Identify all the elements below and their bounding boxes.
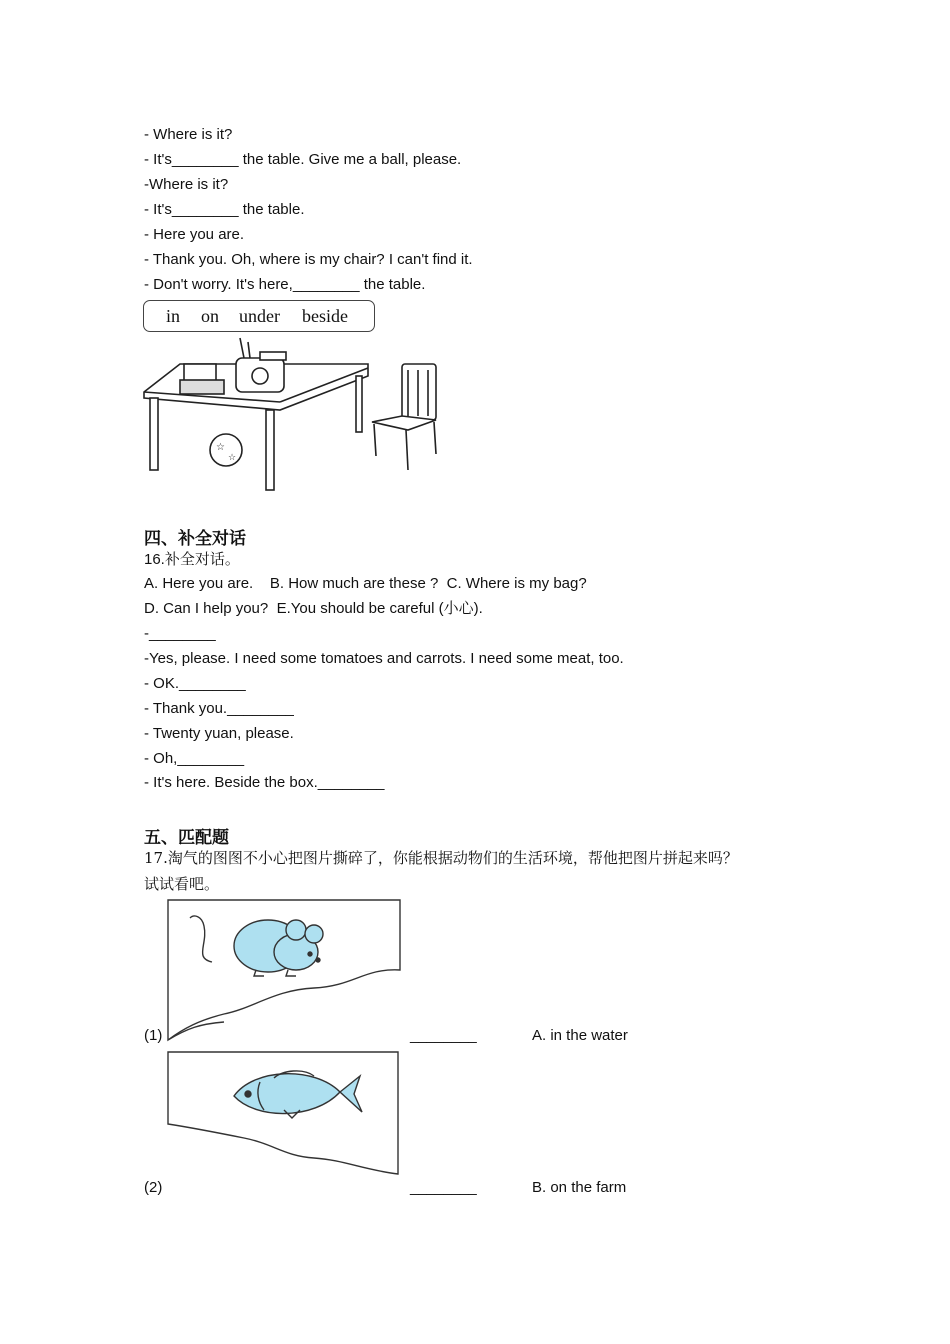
- question-text: 试试看吧。: [144, 875, 220, 893]
- dialogue-line: - Don't worry. It's here,________ the table.: [144, 276, 426, 293]
- dialogue-line: - Where is it?: [144, 126, 233, 143]
- svg-text:☆: ☆: [228, 452, 237, 462]
- word-bank: [143, 300, 375, 332]
- match-number: (1): [144, 1027, 163, 1044]
- word-bank-item: in: [166, 306, 181, 326]
- svg-text:☆: ☆: [216, 442, 225, 453]
- dialogue-line: - Twenty yuan, please.: [144, 725, 294, 742]
- dialogue-line: - It's________ the table.: [144, 201, 305, 218]
- match-option: B. on the farm: [532, 1179, 627, 1196]
- dialogue-line: - It's________ the table. Give me a ball, please.: [144, 151, 462, 168]
- word-bank-item: on: [201, 306, 219, 326]
- torn-picture-mouse: [164, 896, 404, 1042]
- torn-picture-fish: [164, 1048, 404, 1178]
- dialogue-line: - Here you are.: [144, 226, 245, 243]
- dialogue-line: - Thank you. Oh, where is my chair? I can't find it.: [144, 251, 473, 268]
- dialogue-line: -________: [144, 625, 216, 642]
- match-option: A. in the water: [532, 1027, 628, 1044]
- question-title: [144, 550, 240, 569]
- word-bank-item: beside: [302, 306, 348, 326]
- dialogue-line: - OK.________: [144, 675, 246, 692]
- dialogue-line: - Oh,________: [144, 750, 245, 767]
- question-text: 17.淘气的图图不小心把图片撕碎了，你能根据动物们的生活环境，帮他把图片拼起来吗？: [144, 849, 738, 867]
- section-heading: 五、匹配题: [144, 828, 229, 848]
- table-chair-illustration: [140, 336, 445, 496]
- section-heading: 四、补全对话: [144, 529, 246, 549]
- question-title-text: 补全对话。: [164, 550, 240, 568]
- dialogue-line: -Yes, please. I need some tomatoes and carrots. I need some meat, too.: [144, 650, 624, 667]
- match-blank[interactable]: ________: [410, 1027, 477, 1044]
- question-number: 16.: [144, 551, 165, 568]
- options-line: D. Can I help you? E.You should be careful (小心).: [144, 600, 483, 617]
- match-number: (2): [144, 1179, 163, 1196]
- dialogue-line: -Where is it?: [144, 176, 229, 193]
- word-bank-item: under: [239, 306, 280, 326]
- dialogue-line: - Thank you.________: [144, 700, 294, 717]
- dialogue-line: - It's here. Beside the box.________: [144, 774, 385, 791]
- match-blank[interactable]: ________: [410, 1179, 477, 1196]
- options-line: A. Here you are. B. How much are these ? C. Where is my bag?: [144, 575, 587, 592]
